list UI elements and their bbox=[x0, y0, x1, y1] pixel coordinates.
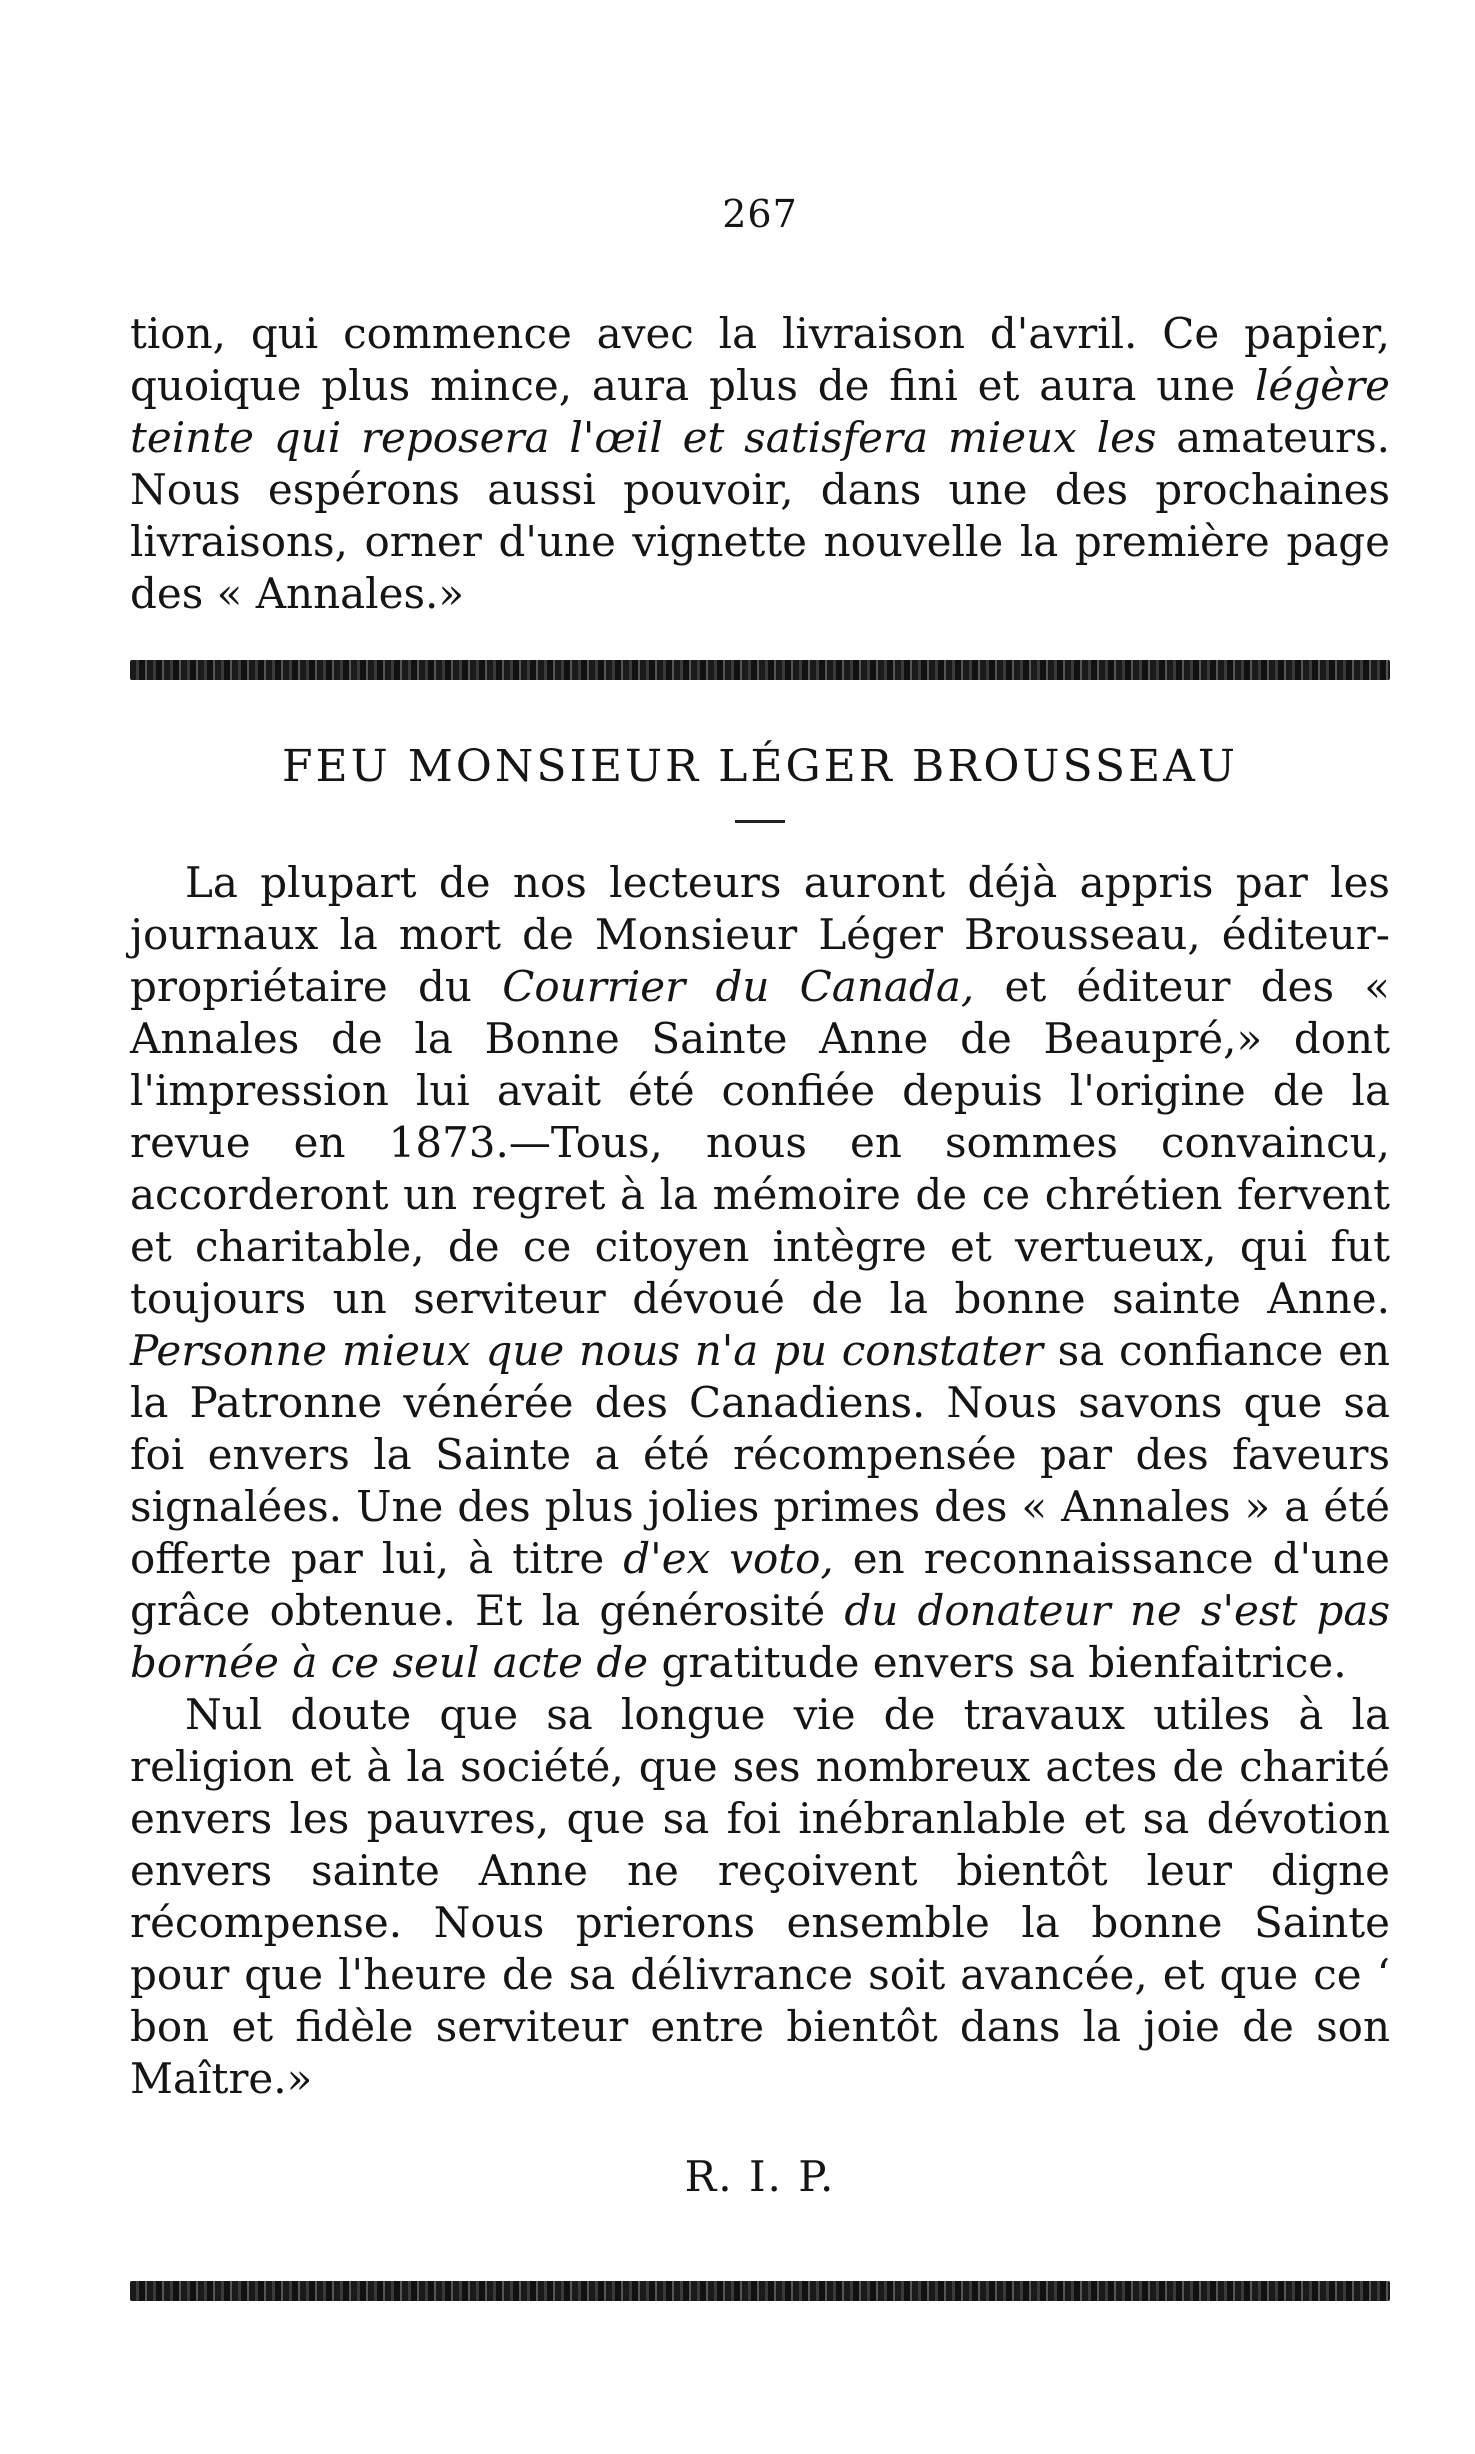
top-ornamental-rule bbox=[130, 660, 1390, 680]
article-paragraph-2: Nul doute que sa longue vie de travaux utiles à la religion et à la société, que ses nombreux actes de charité envers les pauvres, que sa foi inébranlable et sa dévotion envers sainte Anne ne reçoivent bientôt leur digne récompense. Nous prierons ensemble la bonne Sainte pour que l'heure de sa délivrance soit avancée, et que ce ‘ bon et fidèle serviteur entre bientôt dans la joie de son Maître.» bbox=[130, 1690, 1390, 2103]
document-page bbox=[130, 190, 1390, 2410]
p1-italic-1: Courrier du Canada, bbox=[502, 962, 975, 1011]
p1-text-3: sa confiance en la Patronne vénérée des Canadiens. Nous savons que sa foi envers la Sainte a été récompensée par des faveurs signalées. Une des plus jolies primes des « Annales » a été offerte par lui, à titre bbox=[130, 1326, 1391, 1583]
bottom-ornamental-rule bbox=[130, 2281, 1390, 2301]
intro-paragraph bbox=[130, 308, 1390, 620]
intro-text-italic: légère teinte qui reposera l'œil et satisfera mieux les bbox=[130, 361, 1390, 462]
p1-italic-3: d'ex voto, bbox=[623, 1534, 834, 1583]
heading-divider bbox=[735, 820, 785, 823]
closing-rip: R. I. P. bbox=[684, 2152, 836, 2201]
p1-italic-2: Personne mieux que nous n'a pu constater bbox=[130, 1326, 1043, 1375]
p1-italic-4: du donateur ne s'est pas bornée à ce seul acte de bbox=[130, 1586, 1391, 1687]
intro-text-after: amateurs. Nous espérons aussi pouvoir, dans une des prochaines livraisons, orner d'une vignette nouvelle la première page des « Annales.» bbox=[130, 413, 1390, 618]
article-paragraph-1 bbox=[130, 857, 1390, 1689]
intro-text-before: tion, qui commence avec la livraison d'avril. Ce papier, quoique plus mince, aura plus de fini et aura une bbox=[130, 309, 1390, 410]
p1-text-2: et éditeur des « Annales de la Bonne Sainte Anne de Beaupré,» dont l'impression lui avait été confiée depuis l'origine de la revue en 1873.—Tous, nous en sommes convaincu, accorderont un regret à la mémoire de ce chrétien fervent et charitable, de ce citoyen intègre et vertueux, qui fut toujours un serviteur dévoué de la bonne sainte Anne. bbox=[130, 962, 1390, 1323]
article-heading: FEU MONSIEUR LÉGER BROUSSEAU bbox=[281, 741, 1238, 792]
p1-text-5: gratitude envers sa bienfaitrice. bbox=[648, 1638, 1347, 1687]
p1-text-4: en reconnaissance d'une grâce obtenue. Et la générosité bbox=[130, 1534, 1390, 1635]
page-number: 267 bbox=[722, 192, 798, 236]
p1-text-1: La plupart de nos lecteurs auront déjà appris par les journaux la mort de Monsieur Léger Brousseau, éditeur-propriétaire du bbox=[130, 858, 1390, 1011]
